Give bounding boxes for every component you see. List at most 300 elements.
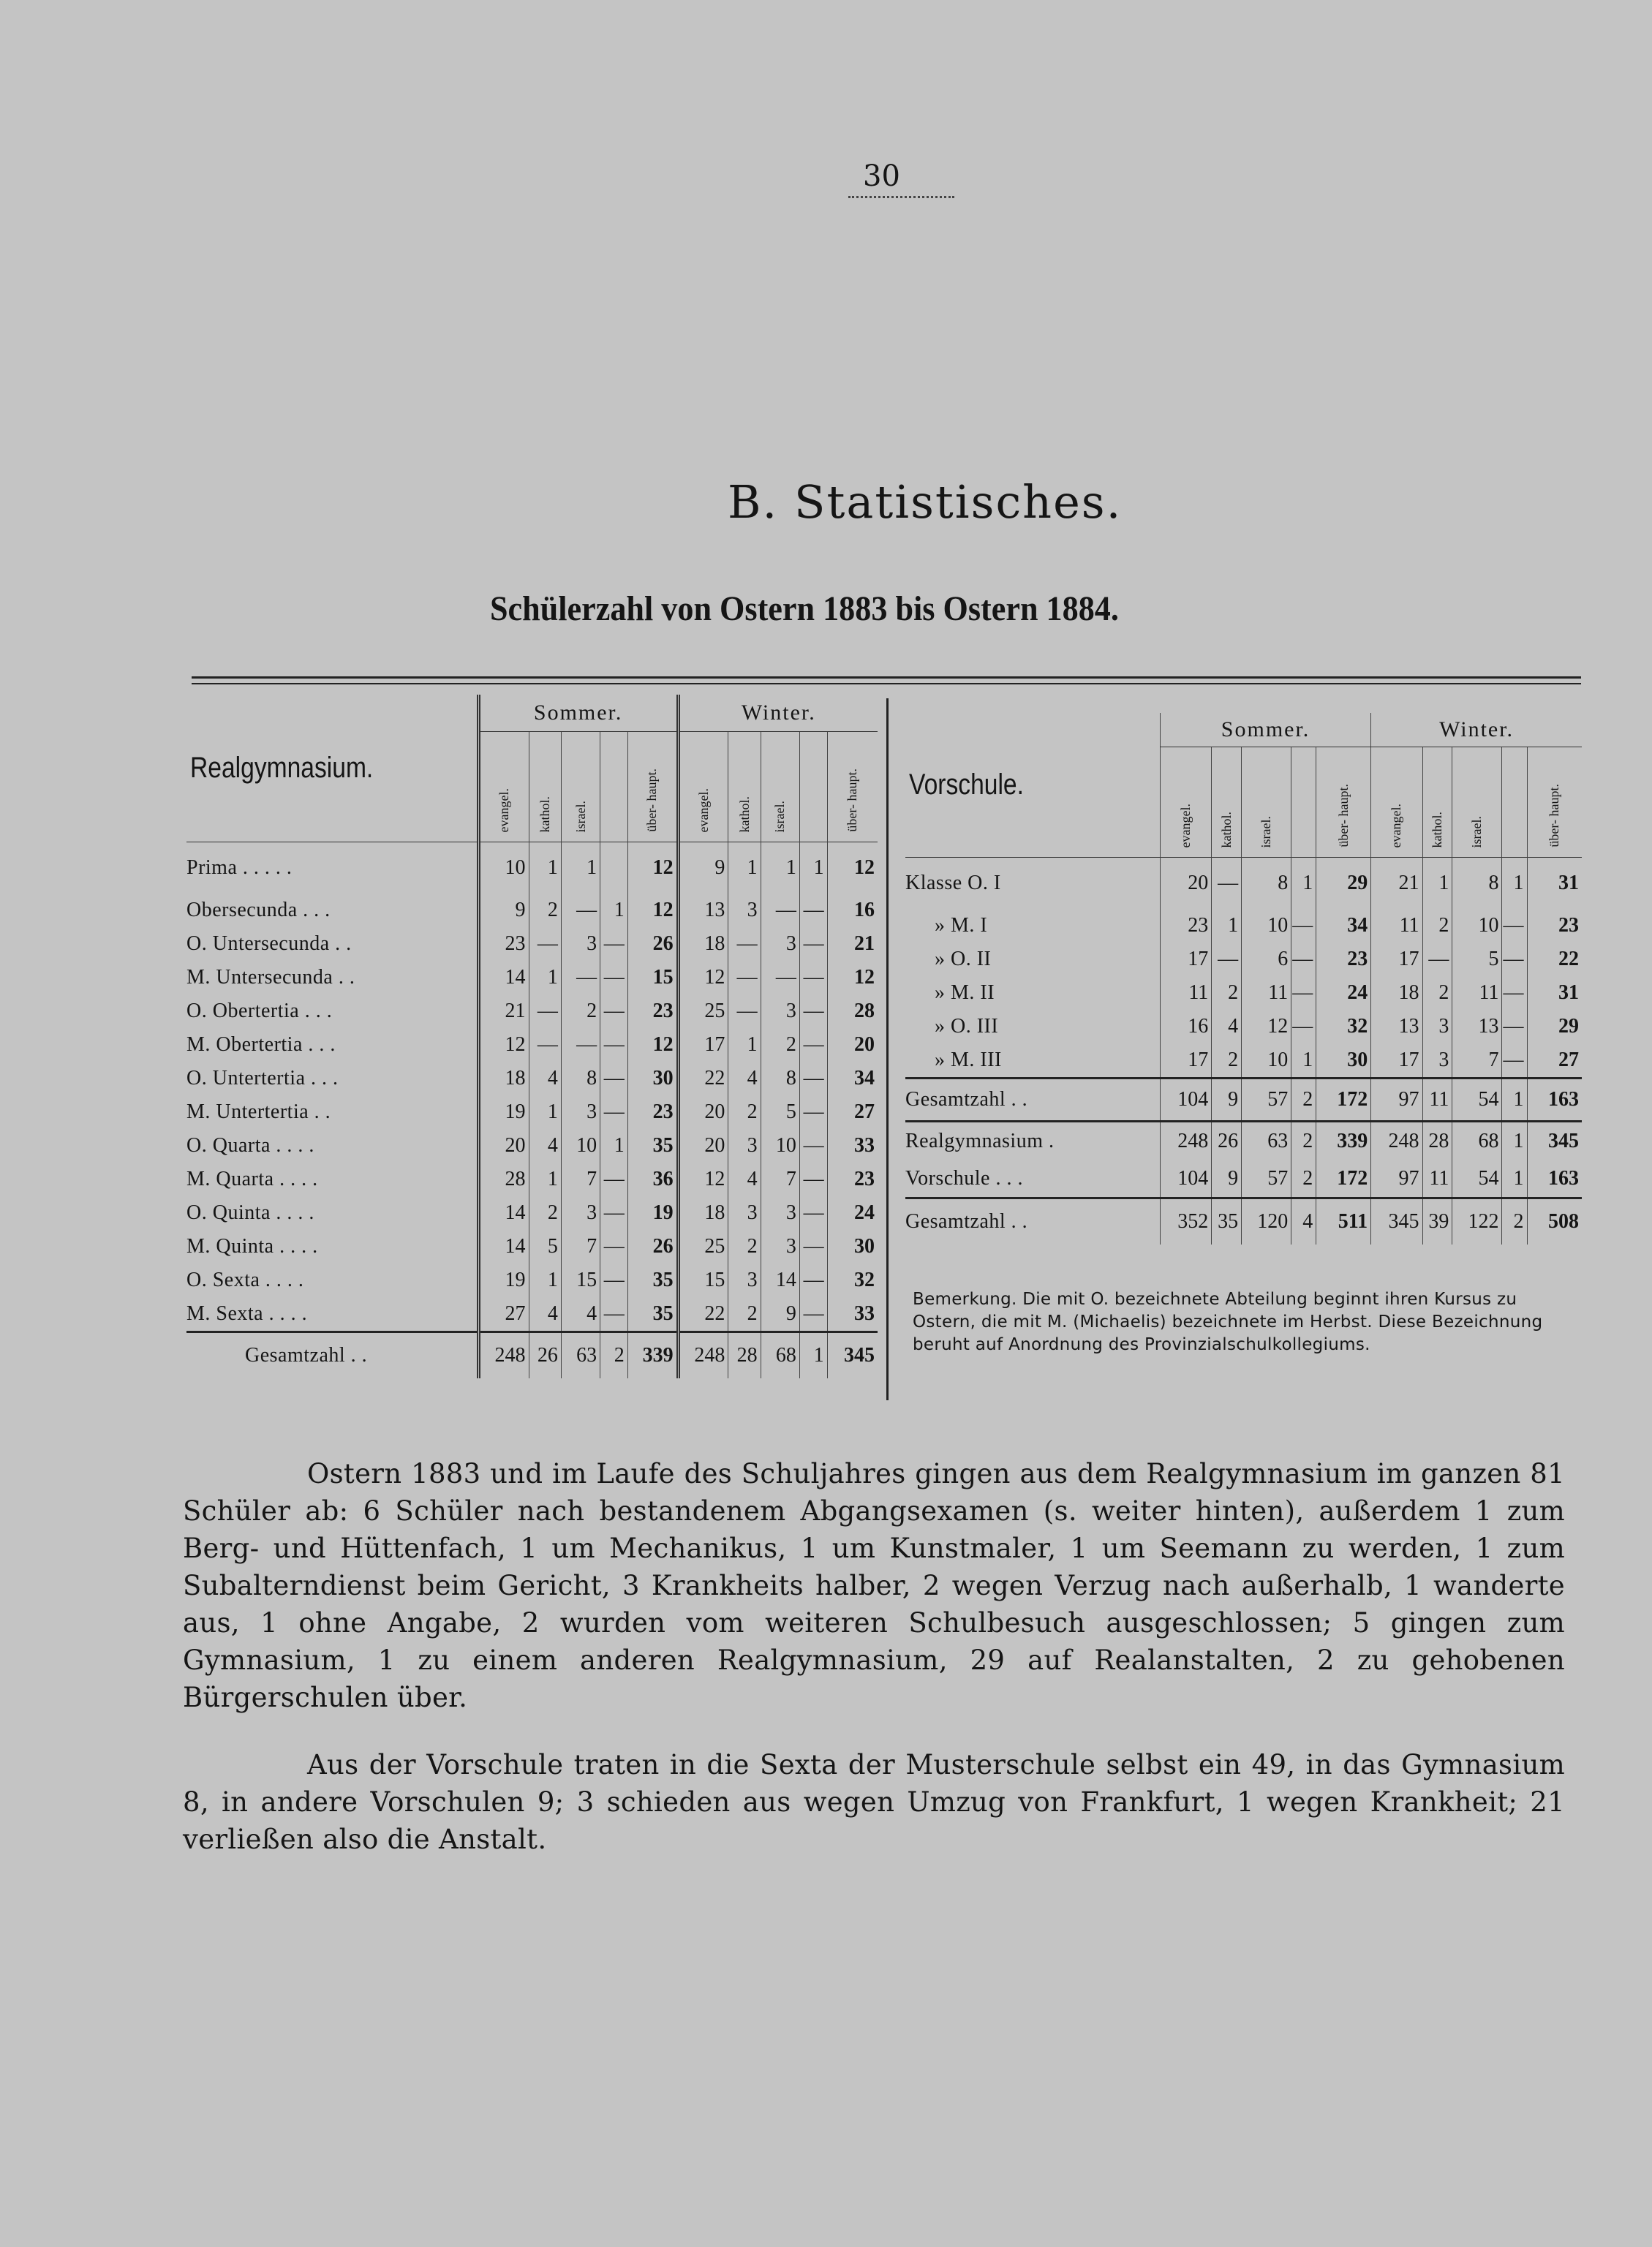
cell: 248 [478, 1332, 529, 1379]
cell: 2 [529, 1196, 561, 1230]
rg-w-evangel-header: evangel. [678, 732, 728, 842]
cell: 27 [478, 1297, 529, 1332]
realgym-row [186, 1095, 878, 1129]
cell: 12 [627, 842, 678, 894]
cell: — [799, 1095, 827, 1129]
realgym-row [186, 1332, 878, 1379]
cell: — [799, 1028, 827, 1062]
rg-w-israel-header: israel. [761, 732, 799, 842]
cell: 4 [1212, 1010, 1242, 1043]
top-rule [192, 676, 1581, 679]
cell: 163 [1527, 1079, 1582, 1122]
cell: 2 [728, 1297, 761, 1332]
cell: 4 [529, 1129, 561, 1163]
row-label: M. Untersecunda . . [186, 966, 355, 989]
cell: — [799, 1062, 827, 1095]
cell: 26 [627, 1230, 678, 1264]
row-label: » O. II [935, 948, 992, 970]
realgym-row [186, 1163, 878, 1196]
cell: 21 [827, 927, 878, 961]
cell: 3 [561, 927, 600, 961]
realgym-group-sommer: Sommer. [478, 695, 678, 732]
cell: 57 [1242, 1079, 1291, 1122]
row-label: » O. III [935, 1015, 999, 1038]
realgymnasium-title: Realgymnasium. [190, 752, 374, 784]
cell: 7 [1452, 1043, 1502, 1079]
cell: 5 [1452, 943, 1502, 976]
cell: 30 [627, 1062, 678, 1095]
realgym-row [186, 1129, 878, 1163]
cell: 33 [827, 1297, 878, 1332]
cell: 18 [678, 1196, 728, 1230]
cell: 11 [1371, 909, 1422, 943]
row-label: O. Quinta . . . . [186, 1201, 314, 1224]
cell: 9 [478, 894, 529, 927]
row-label: Realgymnasium . [905, 1130, 1055, 1152]
cell: — [799, 1196, 827, 1230]
vs-s-blank-header [1291, 747, 1316, 858]
cell: 248 [1160, 1122, 1211, 1161]
cell: 14 [478, 1230, 529, 1264]
cell: 23 [627, 994, 678, 1028]
cell: 11 [1422, 1160, 1452, 1198]
vorschule-body [905, 858, 1582, 1245]
vorschule-row [905, 1043, 1582, 1079]
row-label: M. Quarta . . . . [186, 1168, 318, 1190]
cell: 12 [627, 1028, 678, 1062]
cell: 19 [478, 1264, 529, 1297]
cell: 1 [529, 1095, 561, 1129]
cell: 7 [561, 1230, 600, 1264]
cell: — [600, 1028, 628, 1062]
cell: 10 [1242, 909, 1291, 943]
cell: 15 [561, 1264, 600, 1297]
cell [600, 842, 628, 894]
cell: 32 [1316, 1010, 1371, 1043]
cell: 6 [1242, 943, 1291, 976]
cell: — [561, 1028, 600, 1062]
row-label: Vorschule . . . [905, 1167, 1023, 1190]
vorschule-row [905, 1160, 1582, 1198]
vs-s-kathol-header: kathol. [1212, 747, 1242, 858]
cell: 13 [1371, 1010, 1422, 1043]
cell: — [728, 961, 761, 994]
paragraph-realgymnasium-departures: Ostern 1883 und im Laufe des Schuljahres gingen aus dem Realgymnasium im ganzen 81 Schüler ab: 6 Schüler nach bestandenem Abgangsexamen (s. weiter hinten), außerdem 1 zum Berg- und Hüttenfach, 1 um Mechanikus, 1 um Kunstmaler, 1 um Seemann zu werden, 1 zum Subalterndienst beim Gericht, 3 Krankheits halber, 2 wegen Verzug nach außerhalb, 1 wanderte aus, 1 ohne Angabe, 2 wurden vom weiteren Schulbesuch ausgeschlossen; 5 gingen zum Gymnasium, 1 zu einem anderen Realgymnasium, 29 auf Realanstalten, 2 zu gehobenen Bürgerschulen über. [183, 1458, 1565, 1713]
rg-w-kathol-header: kathol. [728, 732, 761, 842]
cell: 4 [1291, 1198, 1316, 1245]
cell: 508 [1527, 1198, 1582, 1245]
cell: — [600, 961, 628, 994]
cell: 14 [761, 1264, 799, 1297]
row-label: » M. II [935, 981, 995, 1004]
section-title: B. Statistisches. [728, 475, 1123, 529]
cell: 1 [1502, 1122, 1527, 1161]
cell: 2 [1422, 976, 1452, 1010]
cell: 68 [1452, 1122, 1502, 1161]
cell: 15 [627, 961, 678, 994]
vorschule-row [905, 943, 1582, 976]
rg-s-blank-header [600, 732, 628, 842]
realgym-row [186, 1297, 878, 1332]
cell: 4 [529, 1062, 561, 1095]
cell: 511 [1316, 1198, 1371, 1245]
rg-s-evangel-header: evangel. [478, 732, 529, 842]
cell: — [600, 1264, 628, 1297]
cell: 120 [1242, 1198, 1291, 1245]
cell: 172 [1316, 1079, 1371, 1122]
cell: 3 [761, 1230, 799, 1264]
cell: 3 [761, 994, 799, 1028]
cell: 4 [728, 1062, 761, 1095]
row-label: O. Untertertia . . . [186, 1067, 339, 1089]
realgym-row [186, 1264, 878, 1297]
cell: 30 [827, 1230, 878, 1264]
cell: 1 [1502, 1079, 1527, 1122]
cell: 11 [1452, 976, 1502, 1010]
cell: 34 [827, 1062, 878, 1095]
cell: 1 [529, 961, 561, 994]
vs-w-total-header: über- haupt. [1527, 747, 1582, 858]
cell: — [600, 1230, 628, 1264]
cell: 3 [761, 927, 799, 961]
cell: — [799, 1129, 827, 1163]
realgym-row [186, 961, 878, 994]
cell: 10 [478, 842, 529, 894]
cell: 339 [1316, 1122, 1371, 1161]
row-label: Obersecunda . . . [186, 899, 331, 921]
page-number: 30 [863, 159, 900, 193]
realgym-row [186, 1062, 878, 1095]
cell: 8 [1452, 858, 1502, 910]
cell: 12 [478, 1028, 529, 1062]
cell: 11 [1242, 976, 1291, 1010]
cell: 15 [678, 1264, 728, 1297]
cell: — [761, 961, 799, 994]
cell: 7 [561, 1163, 600, 1196]
cell: — [1291, 943, 1316, 976]
cell: — [529, 994, 561, 1028]
cell: 5 [761, 1095, 799, 1129]
cell: 2 [728, 1095, 761, 1129]
vs-w-kathol-header: kathol. [1422, 747, 1452, 858]
cell: 4 [561, 1297, 600, 1332]
cell: 1 [1291, 858, 1316, 910]
cell: — [600, 1163, 628, 1196]
cell: 19 [627, 1196, 678, 1230]
cell: 14 [478, 1196, 529, 1230]
cell: — [1291, 909, 1316, 943]
cell: — [799, 1163, 827, 1196]
rg-w-blank-header [799, 732, 827, 842]
row-label: M. Obertertia . . . [186, 1033, 336, 1056]
cell: — [529, 1028, 561, 1062]
vorschule-row [905, 976, 1582, 1010]
cell: 3 [728, 1196, 761, 1230]
cell: 20 [827, 1028, 878, 1062]
cell: 3 [761, 1196, 799, 1230]
cell: 1 [529, 1163, 561, 1196]
cell: — [561, 894, 600, 927]
realgymnasium-table [186, 695, 878, 1378]
cell: 345 [1527, 1122, 1582, 1161]
cell: 9 [678, 842, 728, 894]
cell: 11 [1422, 1079, 1452, 1122]
cell: 12 [1242, 1010, 1291, 1043]
row-label: Klasse O. I [905, 872, 1001, 894]
cell: 31 [1527, 858, 1582, 910]
realgym-row [186, 1230, 878, 1264]
cell: 20 [478, 1129, 529, 1163]
cell: 23 [1527, 909, 1582, 943]
row-label: O. Quarta . . . . [186, 1134, 314, 1157]
cell: — [799, 927, 827, 961]
cell: — [600, 927, 628, 961]
cell: 35 [627, 1264, 678, 1297]
rg-s-total-header: über- haupt. [627, 732, 678, 842]
table-subtitle: Schülerzahl von Ostern 1883 bis Ostern 1884. [490, 589, 1119, 628]
cell: 31 [1527, 976, 1582, 1010]
cell: 9 [1212, 1079, 1242, 1122]
cell: 13 [1452, 1010, 1502, 1043]
rg-w-total-header: über- haupt. [827, 732, 878, 842]
cell: 3 [1422, 1010, 1452, 1043]
cell: 104 [1160, 1079, 1211, 1122]
cell: — [799, 1230, 827, 1264]
cell: 54 [1452, 1160, 1502, 1198]
cell: 20 [1160, 858, 1211, 910]
cell: 17 [1371, 1043, 1422, 1079]
row-label: Gesamtzahl . . [245, 1344, 368, 1367]
cell: — [799, 994, 827, 1028]
table-divider [886, 698, 889, 1400]
cell: 30 [1316, 1043, 1371, 1079]
cell: 1 [1212, 909, 1242, 943]
cell: 35 [627, 1297, 678, 1332]
cell: 1 [728, 842, 761, 894]
cell: 20 [678, 1095, 728, 1129]
cell: 1 [1291, 1043, 1316, 1079]
cell: 172 [1316, 1160, 1371, 1198]
cell: 4 [728, 1163, 761, 1196]
row-label: Gesamtzahl . . [905, 1210, 1028, 1233]
cell: 28 [827, 994, 878, 1028]
realgym-row [186, 842, 878, 894]
cell: — [1502, 1010, 1527, 1043]
vorschule-row [905, 1010, 1582, 1043]
cell: 1 [728, 1028, 761, 1062]
cell: 2 [1291, 1079, 1316, 1122]
cell: 63 [561, 1332, 600, 1379]
realgym-row [186, 927, 878, 961]
vorschule-table [905, 713, 1582, 1245]
cell: 3 [1422, 1043, 1452, 1079]
cell: 68 [761, 1332, 799, 1379]
cell: 24 [827, 1196, 878, 1230]
cell: 23 [627, 1095, 678, 1129]
cell: 12 [827, 961, 878, 994]
row-label: O. Untersecunda . . [186, 932, 352, 955]
cell: 29 [1316, 858, 1371, 910]
vorschule-title: Vorschule. [909, 768, 1024, 801]
row-label: Gesamtzahl . . [905, 1088, 1028, 1111]
cell: 12 [827, 842, 878, 894]
cell: 24 [1316, 976, 1371, 1010]
cell: 12 [678, 961, 728, 994]
cell: 12 [678, 1163, 728, 1196]
vorschule-remark: Bemerkung. Die mit O. bezeichnete Abteilung beginnt ihren Kursus zu Ostern, die mit M. (Michaelis) bezeichnete im Herbst. Diese Bezeichnung beruht auf Anordnung des Provinzialschulkollegiums. [913, 1290, 1543, 1354]
cell: 57 [1242, 1160, 1291, 1198]
cell: 248 [1371, 1122, 1422, 1161]
cell: 10 [1452, 909, 1502, 943]
cell: 22 [678, 1297, 728, 1332]
realgym-group-winter: Winter. [678, 695, 878, 732]
cell: 1 [799, 842, 827, 894]
cell: 22 [1527, 943, 1582, 976]
cell: 8 [761, 1062, 799, 1095]
cell: 7 [761, 1163, 799, 1196]
row-label: M. Sexta . . . . [186, 1302, 308, 1325]
rg-s-kathol-header: kathol. [529, 732, 561, 842]
vs-s-total-header: über- haupt. [1316, 747, 1371, 858]
cell: 28 [728, 1332, 761, 1379]
cell: 9 [761, 1297, 799, 1332]
cell: — [1422, 943, 1452, 976]
cell: 339 [627, 1332, 678, 1379]
cell: 2 [529, 894, 561, 927]
cell: 345 [1371, 1198, 1422, 1245]
cell: — [1212, 943, 1242, 976]
cell: 163 [1527, 1160, 1582, 1198]
vorschule-row [905, 1079, 1582, 1122]
cell: 19 [478, 1095, 529, 1129]
cell: 9 [1212, 1160, 1242, 1198]
vs-group-winter: Winter. [1371, 713, 1582, 747]
cell: 1 [1502, 858, 1527, 910]
cell: 26 [529, 1332, 561, 1379]
cell: 21 [478, 994, 529, 1028]
cell: 28 [1422, 1122, 1452, 1161]
cell: 23 [827, 1163, 878, 1196]
cell: 1 [561, 842, 600, 894]
vorschule-row [905, 858, 1582, 910]
cell: 22 [678, 1062, 728, 1095]
cell: — [799, 1264, 827, 1297]
cell: 1 [1422, 858, 1452, 910]
vs-w-blank-header [1502, 747, 1527, 858]
row-label: Prima . . . . . [186, 856, 293, 879]
cell: 10 [761, 1129, 799, 1163]
cell: 13 [678, 894, 728, 927]
cell: 2 [1291, 1122, 1316, 1161]
cell: 35 [627, 1129, 678, 1163]
cell: 34 [1316, 909, 1371, 943]
row-label: M. Untertertia . . [186, 1100, 331, 1123]
cell: — [600, 994, 628, 1028]
cell: 26 [627, 927, 678, 961]
cell: 25 [678, 994, 728, 1028]
cell: 3 [561, 1196, 600, 1230]
cell: 352 [1160, 1198, 1211, 1245]
cell: 26 [1212, 1122, 1242, 1161]
cell: — [728, 927, 761, 961]
cell: 1 [761, 842, 799, 894]
cell: 21 [1371, 858, 1422, 910]
row-label: » M. I [935, 914, 988, 937]
cell: 1 [799, 1332, 827, 1379]
cell: 2 [1291, 1160, 1316, 1198]
cell: — [600, 1297, 628, 1332]
cell: 25 [678, 1230, 728, 1264]
cell: 2 [1212, 1043, 1242, 1079]
rg-s-israel-header: israel. [561, 732, 600, 842]
cell: 11 [1160, 976, 1211, 1010]
cell: — [600, 1095, 628, 1129]
vs-w-israel-header: israel. [1452, 747, 1502, 858]
cell: — [1502, 976, 1527, 1010]
cell: 12 [627, 894, 678, 927]
vs-s-evangel-header: evangel. [1160, 747, 1211, 858]
cell: 2 [1502, 1198, 1527, 1245]
cell: 2 [1422, 909, 1452, 943]
cell: — [799, 894, 827, 927]
cell: — [561, 961, 600, 994]
cell: — [1291, 976, 1316, 1010]
row-label: O. Sexta . . . . [186, 1269, 304, 1291]
cell: 35 [1212, 1198, 1242, 1245]
vs-s-israel-header: israel. [1242, 747, 1291, 858]
cell: 29 [1527, 1010, 1582, 1043]
cell: — [799, 961, 827, 994]
cell: — [600, 1062, 628, 1095]
row-label: M. Quinta . . . . [186, 1235, 318, 1258]
cell: 17 [1160, 943, 1211, 976]
realgym-row [186, 994, 878, 1028]
cell: — [1502, 943, 1527, 976]
cell: 10 [1242, 1043, 1291, 1079]
cell: 104 [1160, 1160, 1211, 1198]
cell: 5 [529, 1230, 561, 1264]
vorschule-row [905, 1122, 1582, 1161]
cell: 1 [529, 842, 561, 894]
cell: 97 [1371, 1160, 1422, 1198]
cell: 8 [561, 1062, 600, 1095]
cell: — [728, 994, 761, 1028]
cell: 16 [827, 894, 878, 927]
cell: 39 [1422, 1198, 1452, 1245]
realgymnasium-body [186, 842, 878, 1379]
cell: 2 [600, 1332, 628, 1379]
cell: 23 [1160, 909, 1211, 943]
cell: 4 [529, 1297, 561, 1332]
paragraph-vorschule-departures: Aus der Vorschule traten in die Sexta der Musterschule selbst ein 49, in das Gymnasium 8, in andere Vorschulen 9; 3 schieden aus wegen Umzug von Frankfurt, 1 wegen Krankheit; 21 verließen also die Anstalt. [183, 1749, 1565, 1855]
cell: — [600, 1196, 628, 1230]
cell: 14 [478, 961, 529, 994]
cell: 345 [827, 1332, 878, 1379]
cell: 33 [827, 1129, 878, 1163]
vorschule-row [905, 1198, 1582, 1245]
cell: 17 [678, 1028, 728, 1062]
cell: 8 [1242, 858, 1291, 910]
cell: 32 [827, 1264, 878, 1297]
cell: 17 [1371, 943, 1422, 976]
cell: 23 [478, 927, 529, 961]
realgym-row [186, 1028, 878, 1062]
vorschule-row [905, 909, 1582, 943]
cell: 36 [627, 1163, 678, 1196]
cell: — [1291, 1010, 1316, 1043]
row-label: O. Obertertia . . . [186, 1000, 333, 1022]
cell: — [1502, 909, 1527, 943]
